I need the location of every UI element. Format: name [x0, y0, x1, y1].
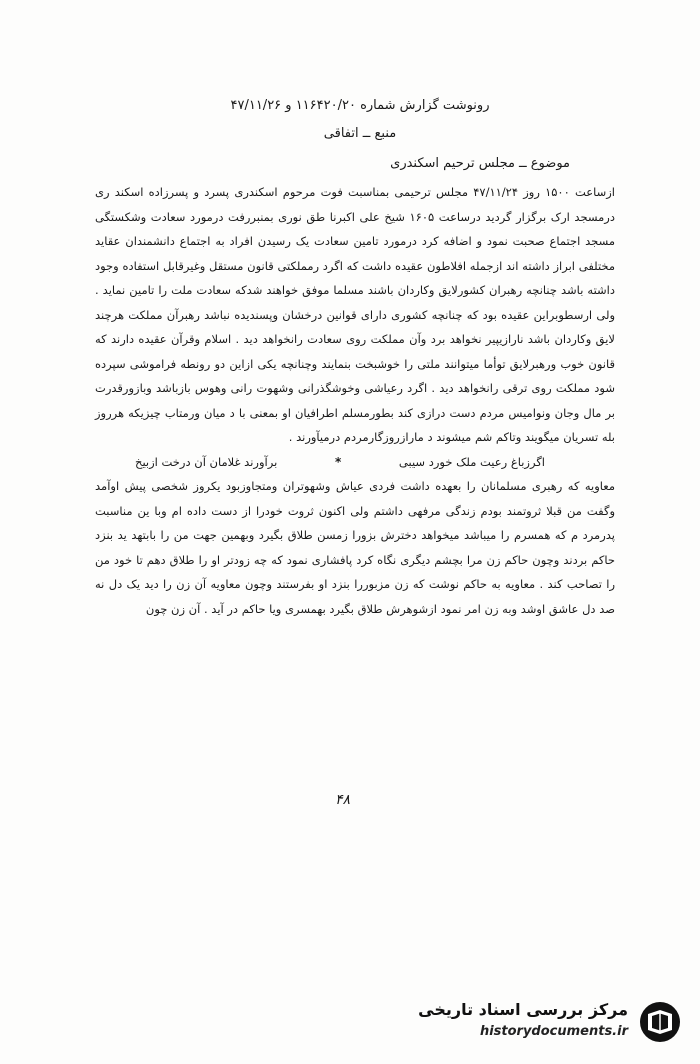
poem-verse [95, 450, 615, 475]
report-body [95, 180, 615, 621]
paragraph-2: معاویه که رهبری مسلمانان را بعهده داشت فردی عیاش وشهوتران ومتجاوزبود یکروز شخصی پیش اوآمد وگفت من قبلا ثروتمند بودم زندگی مرفهی داشتم ولی اکنون ثروت خودرا از دست داده ام وبا ین مناسبت پدرمرد م که همسرم را میباشد میخواهد دخترش بزورا زمسن طلاق بگیرد وبهمین جهت من را بابتهد ید بنزد حاکم بردند وچون حاکم زن مرا بچشم دیگری نگاه کرد پافشاری نمود که چه زودتر او را طلاق دهم تا خود من را تصاحب کند . معاویه به حاکم نوشت که زن مزبوررا بنزد او بفرستند وچون معاویه آن زن را دید یک دل نه صد دل عاشق اوشد وبه زن امر نمود ازشوهرش طلاق بگیرد بهمسری ویا حاکم در آید . آن زن چون [95, 479, 615, 616]
page-number: ۴۸ [335, 792, 351, 808]
watermark-url: historydocuments.ir [479, 1024, 628, 1039]
report-header: رونوشت گزارش شماره ۱۱۶۴۲۰/۲۰ و ۴۷/۱۱/۲۶ [230, 98, 490, 113]
watermark-title: مرکز بررسی اسناد تاریخی [418, 1000, 628, 1019]
paragraph-1: ازساعت ۱۵۰۰ روز ۴۷/۱۱/۲۴ مجلس ترحیمی بمناسبت فوت مرحوم اسکندری پسرد و پسرزاده اسکند ری درمسجد ارک برگزار گردید درساعت ۱۶۰۵ شیخ علی اکبرنا طق نوری بمنبررفت درمورد سعادت وشکستگی مسجد اجتماع صحبت نمود و اضافه کرد درمورد تامین سعادت یک رسیدن افراد به اجتماع دانشمندان عقاید مختلفی ابراز داشته اند ازجمله افلاطون عقیده داشت که اگرد رمملکتی قانون مستقل وغیرقابل استفاده وجود داشته باشد چنانچه رهبران کشورلایق وکاردان باشند مسلما موفق خواهند شدکه سعادت ملت را تامین نماید . ولی ارسطوبراین عقیده بود که چنانچه کشوری دارای قوانین درخشان وپسندیده نباشد رهبرآن مملکت هرچند لایق وکاردان باشد نارازیپیر نخواهد برد وآن مملکت روی سعادت رانخواهد دید . اسلام وقرآن عقیده دارند که قانون خوب ورهبرلایق توأما میتوانند ملتی را خوشبخت بنمایند وچنانچه یکی ازاین دو رونطه فراموشی سپرده شود مملکت روی ترقی رانخواهد دید . اگرد رعیاشی وخوشگذرانی وشهوت رانی وهوس بازباشد وبازورقدرت بر مال وجان ونوامیس مردم دست درازی کند بطورمسلم اطرافیان او بمعنی با د میان ورمتاب چیزیکه هرروز بله تسریان میگویند وتاکم شم میشوند د مارازروزگارمردم درمیآورند . [95, 185, 616, 444]
report-source: منبع ــ اتفاقی [323, 126, 397, 141]
verse-second-hemistich: برآورند غلامان آن درخت ازبیخ [135, 454, 278, 469]
report-subject: موضوع ــ مجلس ترحیم اسکندری [390, 156, 570, 171]
archive-watermark [412, 1000, 682, 1044]
verse-first-hemistich: اگرزباغ رعیت ملک خورد سیبی [398, 454, 545, 469]
verse-separator: * [334, 454, 342, 469]
archive-logo-icon [638, 1000, 682, 1044]
